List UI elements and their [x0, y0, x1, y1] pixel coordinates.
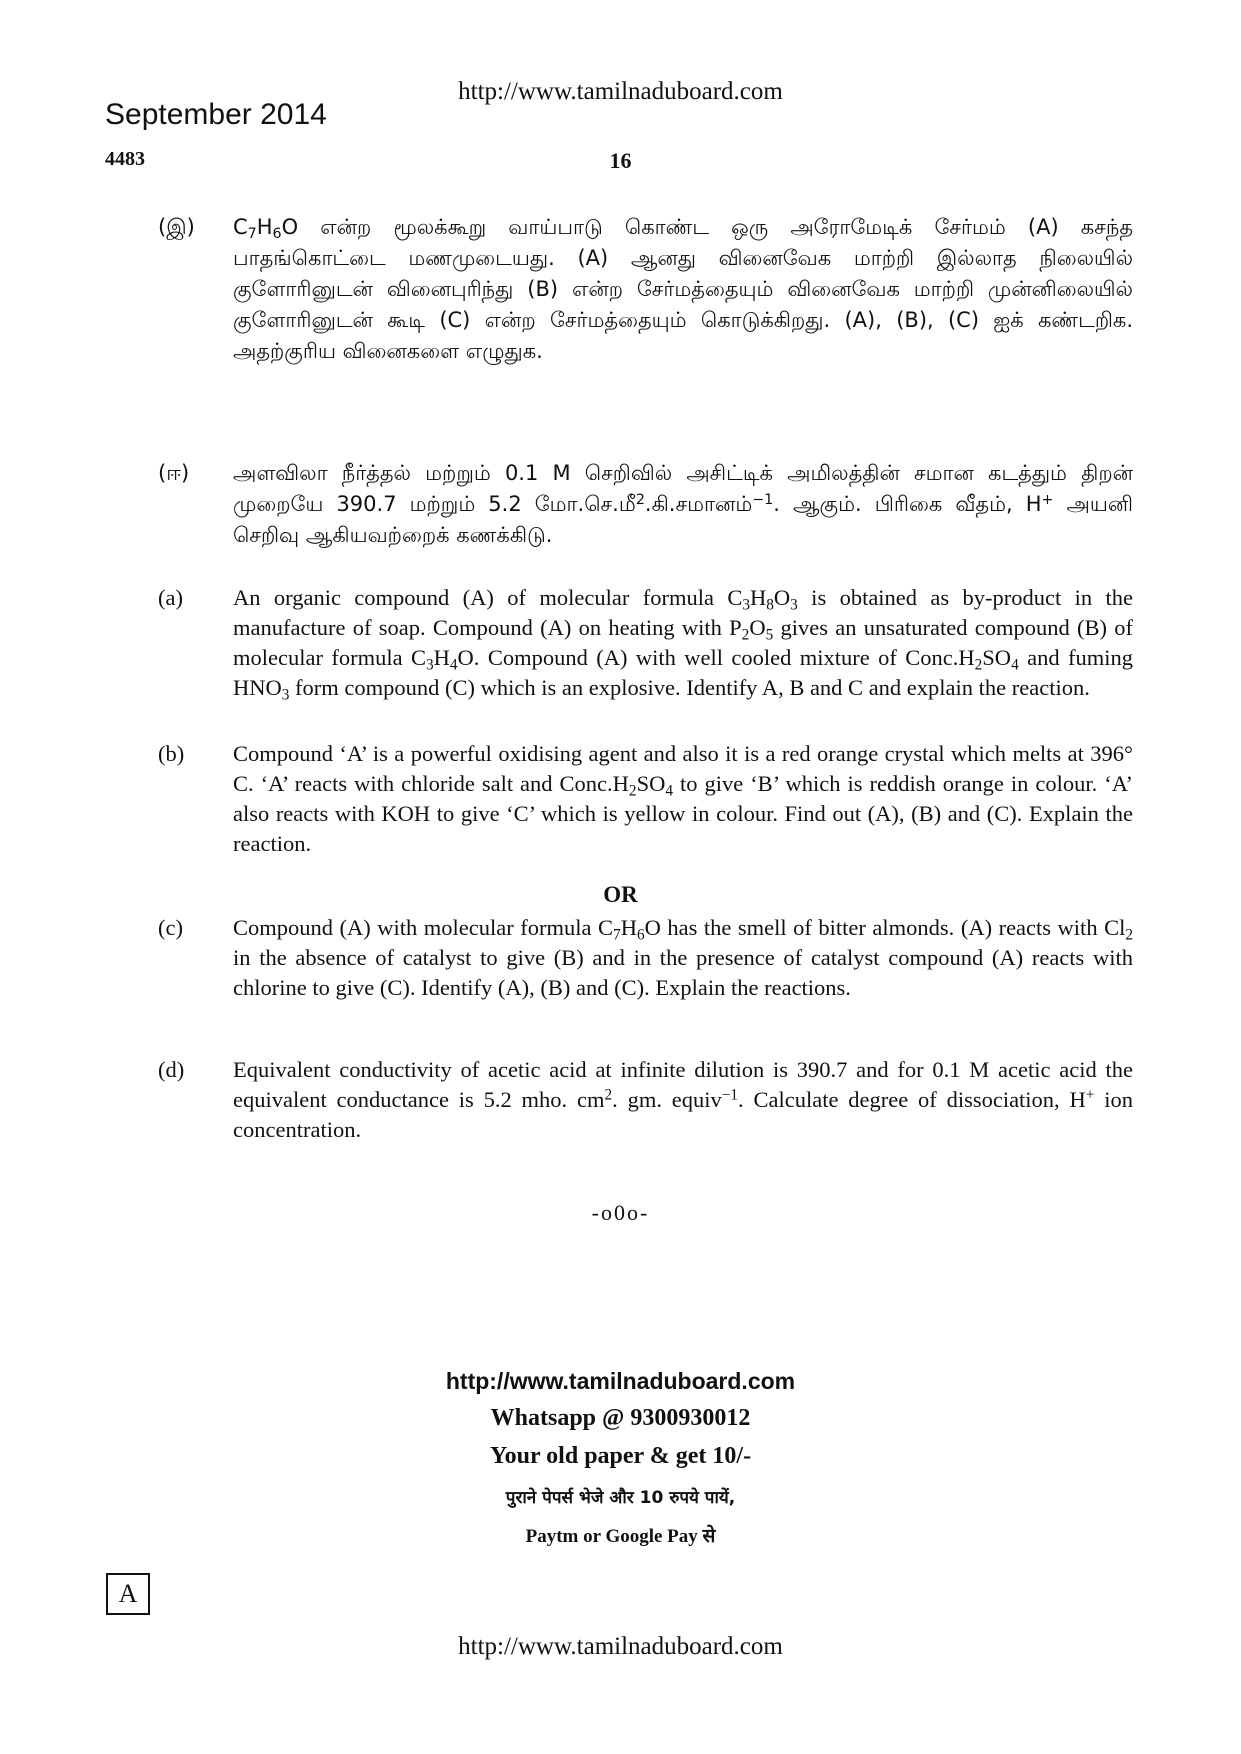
question-text: Compound (A) with molecular formula $C_7H_6O$ has the smell of bitter almonds. (A) reacts with $Cl_2$ in the absence of catalyst to give (B) and in the presence of catalyst compound (A) reacts with chlorine to give (C). Identify (A), (B) and (C). Explain the reactions. — [233, 915, 1133, 1000]
page-number: 16 — [609, 148, 632, 173]
promo-hindi: पुराने पेपर्स भेजे और 10 रुपये पायें, — [505, 1488, 736, 1508]
question-text: An organic compound (A) of molecular formula $C_3H_8O_3$ is obtained as by-product in the manufacture of soap. Compound (A) on heating with $P_2O_5$ gives an unsaturated compound (B) of molecular formula $C_3H_4O$. Compound (A) with well cooled mixture of $Conc.H_2SO_4$ and fuming $HNO_3$ form compound (C) which is an explosive. Identify A, B and C and explain the reaction. — [233, 585, 1133, 704]
end-mark: -o0o- — [591, 1200, 650, 1225]
question-label: (a) — [158, 585, 183, 610]
promo-url: http://www.tamilnaduboard.com — [445, 1368, 796, 1394]
question-text: Compound ‘A’ is a powerful oxidising agent and also it is a red orange crystal which melts at 396° C. ‘A’ reacts with chloride salt and $Conc.H_2SO_4$ to give ‘B’ which is reddish orange in colour. ‘A’ also reacts with KOH to give ‘C’ which is yellow in colour. Find out (A), (B) and (C). Explain the reaction. — [233, 741, 1133, 856]
question-label: (d) — [158, 1057, 185, 1082]
or-separator: OR — [603, 882, 638, 907]
question-label: (b) — [158, 741, 185, 766]
paper-code: 4483 — [105, 148, 145, 170]
question-label: (c) — [158, 915, 183, 940]
question-label: (இ) — [158, 215, 195, 239]
version-badge: A — [106, 1573, 150, 1615]
question-text: அளவிலா நீர்த்தல் மற்றும் 0.1 M செறிவில் அசிட்டிக் அமிலத்தின் சமான கடத்தும் திறன் முறையே 390.7 மற்றும் 5.2 மோ.செ.மீ$^2$.கி.சமானம்$^{-1}$. ஆகும். பிரிகை வீதம், H+ அயனி செறிவு ஆகியவற்றைக் கணக்கிடு. — [233, 461, 1133, 547]
question-text: Equivalent conductivity of acetic acid at infinite dilution is 390.7 and for 0.1 M acetic acid the equivalent conductance is 5.2 mho. $cm^2$. gm. equiv$^{-1}$. Calculate degree of dissociation, H+ ion concentration. — [233, 1057, 1133, 1142]
question-label: (ஈ) — [158, 461, 190, 485]
exam-session: September 2014 — [105, 98, 327, 131]
question-text: $C_7H_6O$ என்ற மூலக்கூறு வாய்பாடு கொண்ட ஒரு அரோமேடிக் சேர்மம் (A) கசந்த பாதங்கொட்டை மணமுடையது. (A) ஆனது வினைவேக மாற்றி இல்லாத நிலையில் குளோரினுடன் வினைபுரிந்து (B) என்ற சேர்மத்தையும் வினைவேக மாற்றி முன்னிலையில் குளோரினுடன் கூடி (C) என்ற சேர்மத்தையும் கொடுக்கிறது. (A), (B), (C) ஐக் கண்டறிக. அதற்குரிய வினைகளை எழுதுக. — [233, 215, 1133, 363]
footer-url: http://www.tamilnaduboard.com — [458, 1633, 783, 1660]
promo-payment: Paytm or Google Pay से — [525, 1526, 716, 1547]
header-url: http://www.tamilnaduboard.com — [458, 78, 783, 105]
promo-whatsapp: Whatsapp @ 9300930012 — [490, 1405, 751, 1431]
promo-offer: Your old paper & get 10/- — [489, 1443, 752, 1469]
